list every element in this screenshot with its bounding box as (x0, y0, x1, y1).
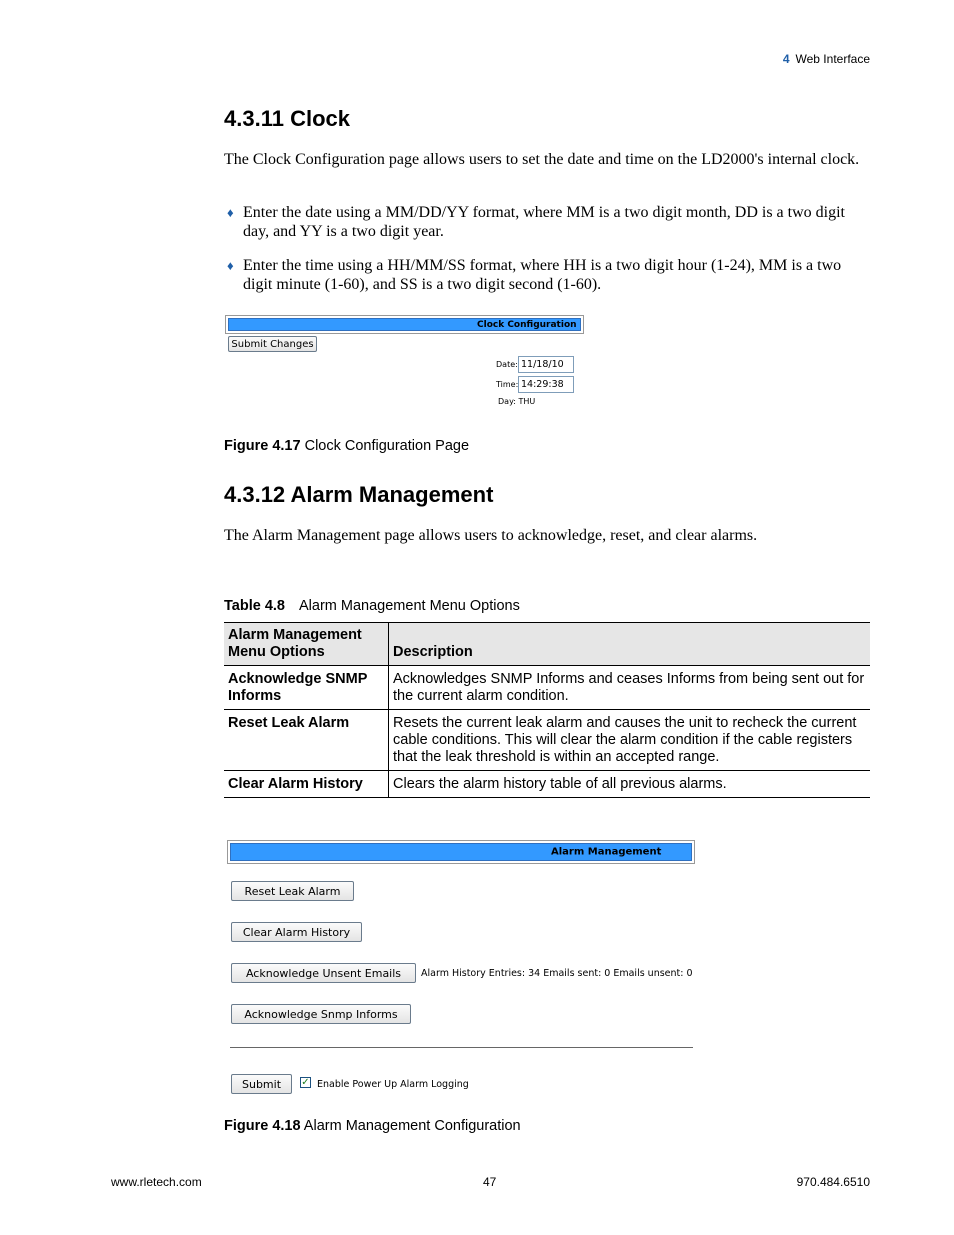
table-header-row (224, 623, 870, 666)
checkmark-icon: ✓ (301, 1077, 310, 1088)
alarm-management-title-bar (227, 840, 695, 864)
day-value: THU (518, 397, 536, 406)
alarm-status-text: Alarm History Entries: 34 Emails sent: 0 Emails unsent: 0 (421, 968, 693, 979)
time-input[interactable] (518, 376, 574, 393)
table-cell-option: Acknowledge SNMP Informs (224, 666, 389, 710)
alarm-intro-paragraph: The Alarm Management page allows users to acknowledge, reset, and clear alarms. (224, 527, 758, 544)
alarm-menu-options-table (224, 622, 870, 798)
table-cell-option: Reset Leak Alarm (224, 710, 389, 771)
figure-number: Figure 4.18 (224, 1118, 301, 1134)
footer-phone: 970.484.6510 (796, 1175, 870, 1189)
table-row (224, 710, 870, 771)
figure-caption-text: Alarm Management Configuration (303, 1118, 521, 1134)
chapter-number: 4 (782, 52, 790, 66)
chapter-title: Web Interface (795, 52, 870, 66)
alarm-management-title: Alarm Management (551, 846, 662, 858)
acknowledge-snmp-informs-button[interactable]: Acknowledge Snmp Informs (231, 1004, 411, 1024)
day-label-text: Day: (498, 397, 516, 406)
table-caption-text: Alarm Management Menu Options (299, 598, 520, 614)
day-label (498, 397, 535, 406)
table-cell-description: Clears the alarm history table of all previous alarms. (393, 776, 727, 792)
table-cell-option: Clear Alarm History (224, 771, 389, 798)
figure-caption-alarm (224, 1118, 521, 1134)
diamond-bullet-icon: ♦ (227, 258, 234, 273)
divider (230, 1047, 693, 1048)
checkbox-label: Enable Power Up Alarm Logging (317, 1079, 469, 1090)
date-label: Date: (496, 360, 518, 369)
bullet-time-format (227, 256, 869, 294)
bullet-text: Enter the time using a HH/MM/SS format, where HH is a two digit hour (1-24), MM is a two digit minute (1-60), and SS is a two digit second (1-60). (243, 257, 842, 293)
submit-changes-button[interactable]: Submit Changes (228, 336, 317, 352)
submit-button[interactable]: Submit (231, 1074, 292, 1094)
table-cell-description: Resets the current leak alarm and causes the unit to recheck the current cable conditions. This will clear the alarm condition if the cable registers that the leak threshold is within an accepted range. (393, 715, 857, 765)
section-title-clock: 4.3.11 Clock (224, 106, 350, 131)
figure-caption-text: Clock Configuration Page (304, 438, 470, 454)
footer-website: www.rletech.com (111, 1175, 202, 1189)
enable-power-up-logging-checkbox[interactable] (300, 1077, 311, 1088)
table-header-cell: Description (389, 623, 871, 666)
diamond-bullet-icon: ♦ (227, 205, 234, 220)
table-caption (224, 598, 520, 614)
figure-caption-clock (224, 438, 469, 454)
clock-config-title-bar (225, 315, 584, 334)
table-header-cell: Alarm Management Menu Options (224, 623, 389, 666)
time-label: Time: (496, 380, 519, 389)
bullet-text: Enter the date using a MM/DD/YY format, where MM is a two digit month, DD is a two digit day, and YY is a two digit year. (243, 204, 845, 240)
date-input[interactable] (518, 356, 574, 373)
figure-number: Figure 4.17 (224, 438, 301, 454)
bullet-date-format (227, 203, 869, 241)
running-header (783, 52, 870, 66)
footer-page-number: 47 (483, 1175, 497, 1189)
section-title-alarm: 4.3.12 Alarm Management (224, 482, 494, 507)
clock-intro-paragraph: The Clock Configuration page allows users to set the date and time on the LD2000's internal clock. (224, 151, 860, 168)
table-number: Table 4.8 (224, 598, 285, 614)
reset-leak-alarm-button[interactable]: Reset Leak Alarm (231, 881, 354, 901)
table-row (224, 666, 870, 710)
table-row (224, 771, 870, 798)
clear-alarm-history-button[interactable]: Clear Alarm History (231, 922, 362, 942)
table-cell-description: Acknowledges SNMP Informs and ceases Informs from being sent out for the current alarm condition. (393, 671, 865, 704)
acknowledge-unsent-emails-button[interactable]: Acknowledge Unsent Emails (231, 963, 416, 983)
clock-config-title: Clock Configuration (477, 319, 577, 330)
